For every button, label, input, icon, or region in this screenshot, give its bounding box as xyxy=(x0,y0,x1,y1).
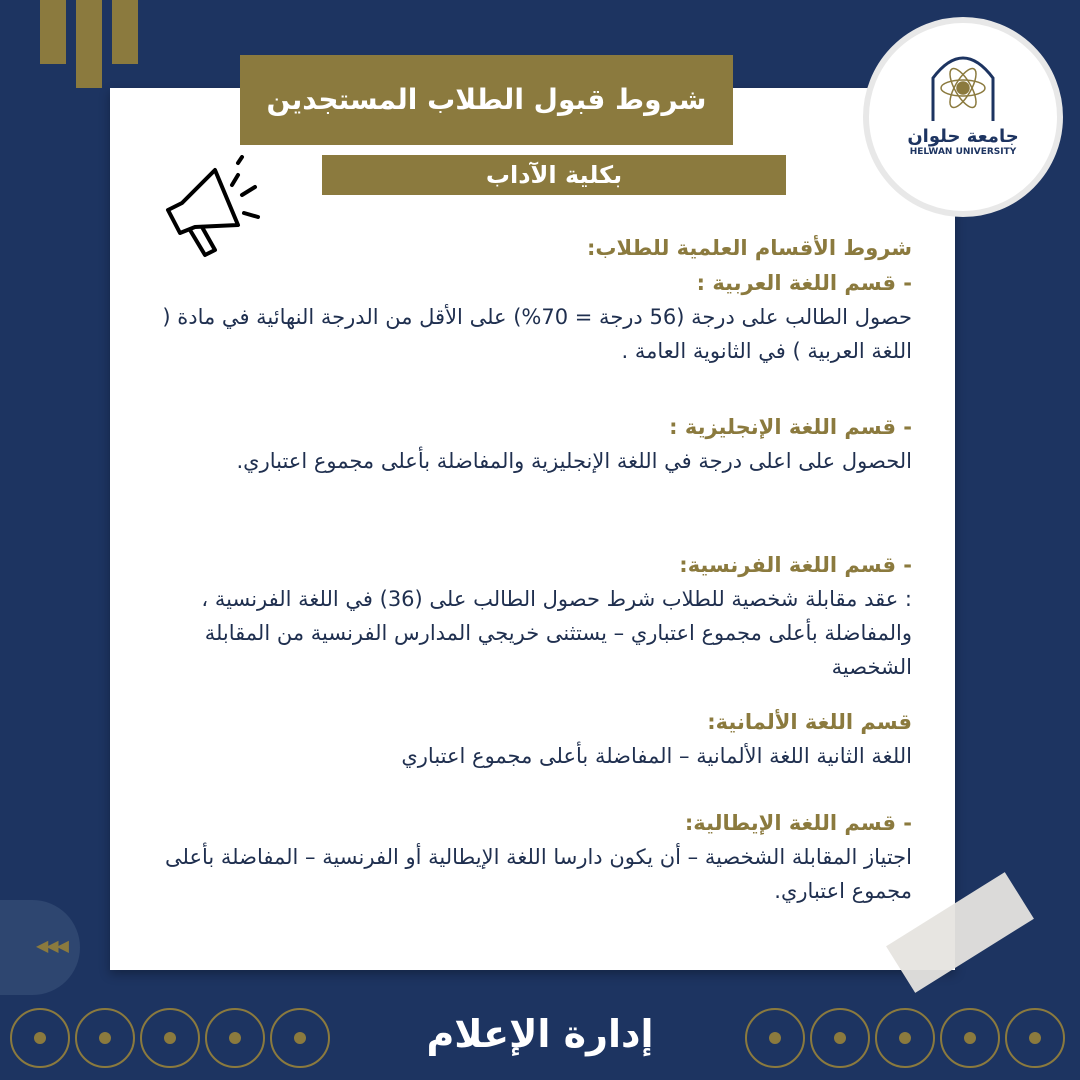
decor-bar xyxy=(40,0,66,64)
section-italian xyxy=(150,806,912,908)
university-logo xyxy=(863,17,1063,217)
section-heading: - قسم اللغة الإيطالية: xyxy=(684,811,912,835)
section-heading: - قسم اللغة الفرنسية: xyxy=(679,553,912,577)
section-body: الحصول على اعلى درجة في اللغة الإنجليزية والمفاضلة بأعلى مجموع اعتباري. xyxy=(236,449,912,473)
section-body: حصول الطالب على درجة (56 درجة = 70%) على الأقل من الدرجة النهائية في مادة ( اللغة العربية ) في الثانوية العامة . xyxy=(162,305,912,363)
footer-text: إدارة الإعلام xyxy=(426,1012,654,1056)
page-title: شروط قبول الطلاب المستجدين xyxy=(240,55,733,145)
section-body: اجتياز المقابلة الشخصية – أن يكون دارسا اللغة الإيطالية أو الفرنسية – المفاضلة بأعلى مجموع اعتباري. xyxy=(165,845,912,903)
decor-bar xyxy=(112,0,138,64)
arrows-icon: ◀◀◀ xyxy=(36,936,67,955)
logo-english: HELWAN UNIVERSITY xyxy=(909,147,1017,157)
page-subtitle: بكلية الآداب xyxy=(322,155,786,195)
section-body: : عقد مقابلة شخصية للطلاب شرط حصول الطالب على (36) في اللغة الفرنسية ، والمفاضلة بأعلى مجموع اعتباري – يستثنى خريجي المدارس الفرنسية من المقابلة الشخصية xyxy=(201,587,912,679)
section-heading: - قسم اللغة الإنجليزية : xyxy=(669,415,912,439)
section-heading: - قسم اللغة العربية : xyxy=(696,271,912,295)
section-english xyxy=(150,410,912,478)
decor-semicircle xyxy=(0,900,80,995)
section-arabic xyxy=(150,266,912,368)
section-heading: قسم اللغة الألمانية: xyxy=(707,710,912,734)
intro-heading: شروط الأقسام العلمية للطلاب: xyxy=(587,236,912,260)
logo-arabic: جامعة حلوان xyxy=(907,126,1019,147)
section-german xyxy=(150,705,912,773)
section-french xyxy=(150,548,912,684)
atom-icon xyxy=(923,43,1003,123)
decor-bar xyxy=(76,0,102,88)
section-body: اللغة الثانية اللغة الألمانية – المفاضلة بأعلى مجموع اعتباري xyxy=(401,744,912,768)
